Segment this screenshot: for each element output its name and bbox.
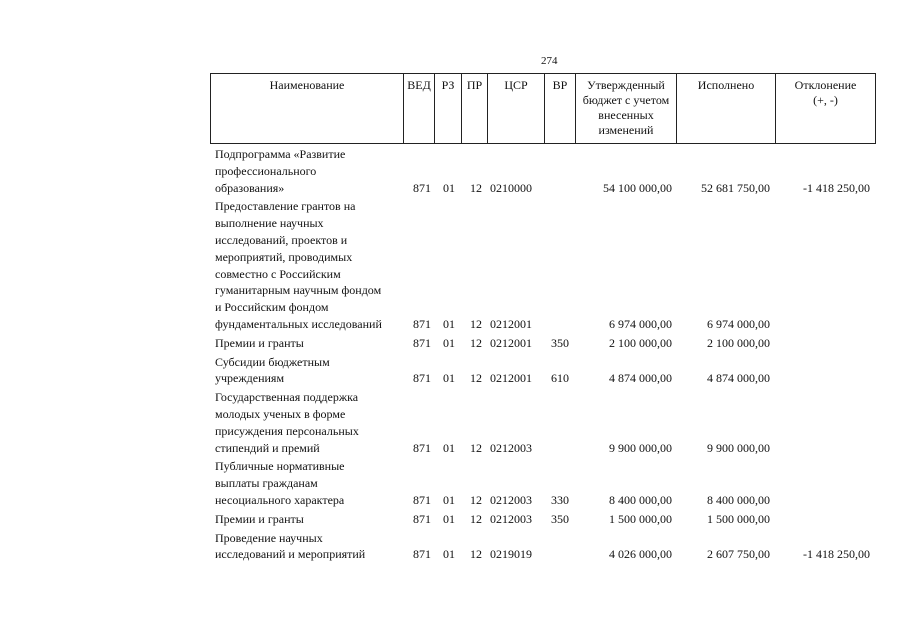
cell-rz: 01 xyxy=(443,511,455,526)
header-csr: ЦСР xyxy=(504,78,528,92)
cell-ved: 871 xyxy=(413,371,431,386)
cell-vr: 330 xyxy=(551,493,569,507)
cell-approved: 1 500 000,00 xyxy=(609,511,672,526)
cell-rz: 01 xyxy=(443,335,455,350)
cell-executed: 52 681 750,00 xyxy=(701,180,770,195)
header-executed: Исполнено xyxy=(697,78,755,92)
row-name-line: и Российским фондом xyxy=(215,300,329,315)
row-name-line: стипендий и премий xyxy=(215,440,320,455)
row-name-line: несоциального характера xyxy=(215,493,345,507)
cell-executed: 9 900 000,00 xyxy=(707,440,770,455)
cell-csr: 0212001 xyxy=(490,317,532,331)
cell-ved: 871 xyxy=(413,440,431,455)
header-approved-line: бюджет с учетом xyxy=(582,93,670,107)
cell-pr: 12 xyxy=(470,511,482,526)
header-pr: ПР xyxy=(466,78,483,92)
cell-csr: 0219019 xyxy=(490,547,532,562)
cell-vr: 350 xyxy=(551,335,569,350)
cell-vr: 610 xyxy=(551,371,569,386)
cell-csr: 0212003 xyxy=(490,511,532,526)
cell-executed: 8 400 000,00 xyxy=(707,493,770,507)
row-name-line: Премии и гранты xyxy=(215,511,304,526)
cell-approved: 2 100 000,00 xyxy=(609,335,672,350)
header-deviation-line: (+, -) xyxy=(813,93,838,107)
page-number: 274 xyxy=(541,55,558,67)
cell-executed: 6 974 000,00 xyxy=(707,317,770,331)
row-name-line: выплаты гражданам xyxy=(215,476,318,491)
cell-approved: 8 400 000,00 xyxy=(609,493,672,507)
cell-ved: 871 xyxy=(413,180,431,195)
row-name-line: исследований, проектов и xyxy=(215,233,348,247)
cell-csr: 0210000 xyxy=(490,180,532,195)
header-deviation xyxy=(776,78,875,108)
row-name-line: Подпрограмма «Развитие xyxy=(215,147,346,161)
row-name-line: образования» xyxy=(215,180,285,195)
cell-rz: 01 xyxy=(443,440,455,455)
cell-pr: 12 xyxy=(470,335,482,350)
row-name-line: Публичные нормативные xyxy=(215,459,345,474)
cell-ved: 871 xyxy=(413,547,431,562)
cell-pr: 12 xyxy=(470,547,482,562)
header-approved xyxy=(576,78,676,138)
row-name-line: фундаментальных исследований xyxy=(215,317,382,331)
row-name-line: исследований и мероприятий xyxy=(215,547,366,562)
header-ved: ВЕД xyxy=(407,78,431,92)
row-name-line: Премии и гранты xyxy=(215,335,304,350)
cell-csr: 0212001 xyxy=(490,335,532,350)
cell-vr: 350 xyxy=(551,511,569,526)
header-vr: ВР xyxy=(552,78,568,92)
cell-deviation: -1 418 250,00 xyxy=(803,547,870,562)
row-name-line: гуманитарным научным фондом xyxy=(215,283,382,298)
cell-ved: 871 xyxy=(413,335,431,350)
header-approved-line: Утвержденный xyxy=(587,78,665,92)
header-name: Наименование xyxy=(269,78,345,92)
row-name-line: Государственная поддержка xyxy=(215,390,359,405)
header-approved-line: изменений xyxy=(598,123,654,137)
header-bottom-border xyxy=(210,143,876,144)
row-name-line: совместно с Российским xyxy=(215,266,341,281)
cell-approved: 6 974 000,00 xyxy=(609,317,672,331)
row-name-line: мероприятий, проводимых xyxy=(215,249,353,264)
cell-rz: 01 xyxy=(443,317,455,331)
cell-deviation: -1 418 250,00 xyxy=(803,180,870,195)
cell-approved: 9 900 000,00 xyxy=(609,440,672,455)
cell-rz: 01 xyxy=(443,180,455,195)
cell-ved: 871 xyxy=(413,317,431,331)
row-name-line: молодых ученых в форме xyxy=(215,407,346,421)
row-name-line: Предоставление грантов на xyxy=(215,199,356,214)
cell-csr: 0212003 xyxy=(490,440,532,455)
row-name-line: присуждения персональных xyxy=(215,423,359,438)
row-name-line: профессионального xyxy=(215,163,317,178)
row-name-line: Субсидии бюджетным xyxy=(215,354,330,369)
cell-pr: 12 xyxy=(470,317,482,331)
row-name-line: учреждениям xyxy=(215,371,285,386)
cell-pr: 12 xyxy=(470,493,482,507)
header-approved-line: внесенных xyxy=(598,108,654,122)
cell-ved: 871 xyxy=(413,511,431,526)
cell-approved: 54 100 000,00 xyxy=(603,180,672,195)
cell-rz: 01 xyxy=(443,547,455,562)
cell-csr: 0212003 xyxy=(490,493,532,507)
header-divider xyxy=(875,73,876,144)
row-name-line: Проведение научных xyxy=(215,530,323,545)
cell-pr: 12 xyxy=(470,180,482,195)
cell-pr: 12 xyxy=(470,371,482,386)
cell-pr: 12 xyxy=(470,440,482,455)
header-rz: РЗ xyxy=(441,78,455,92)
cell-ved: 871 xyxy=(413,493,431,507)
row-name-line: выполнение научных xyxy=(215,216,324,231)
cell-executed: 4 874 000,00 xyxy=(707,371,770,386)
cell-rz: 01 xyxy=(443,493,455,507)
header-deviation-line: Отклонение xyxy=(794,78,857,92)
cell-approved: 4 874 000,00 xyxy=(609,371,672,386)
cell-executed: 2 607 750,00 xyxy=(707,547,770,562)
cell-executed: 2 100 000,00 xyxy=(707,335,770,350)
cell-approved: 4 026 000,00 xyxy=(609,547,672,562)
cell-csr: 0212001 xyxy=(490,371,532,386)
cell-executed: 1 500 000,00 xyxy=(707,511,770,526)
cell-rz: 01 xyxy=(443,371,455,386)
header-top-border xyxy=(210,73,876,74)
